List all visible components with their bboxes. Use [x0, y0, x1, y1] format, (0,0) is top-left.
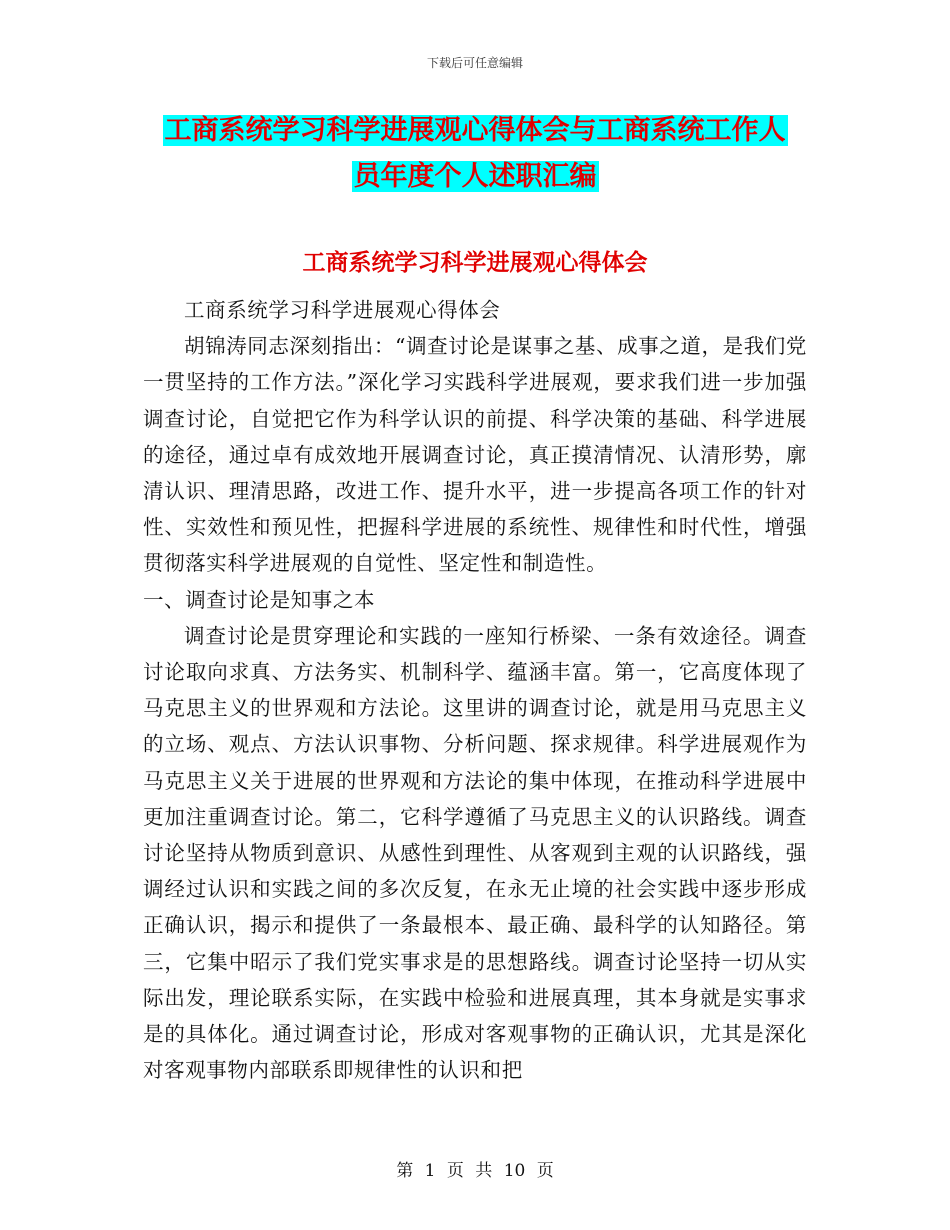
main-title — [140, 108, 810, 200]
main-title-line1: 工商系统学习科学进展观心得体会与工商系统工作人 — [164, 115, 786, 146]
main-title-line2: 员年度个人述职汇编 — [353, 161, 597, 192]
section-title: 工商系统学习科学进展观心得体会 — [302, 250, 648, 276]
header-note: 下载后可任意编辑 — [426, 56, 523, 70]
document-body — [143, 292, 807, 1088]
paragraph-intro: 胡锦涛同志深刻指出：“调查讨论是谋事之基、成事之道，是我们党一贯坚持的工作方法。”深化学习实践科学进展观，要求我们进一步加强调查讨论，自觉把它作为科学认识的前提、科学决策的基础、科学进展的途径，通过卓有成效地开展调查讨论，真正摸清情况、认清形势，廓清认识、理清思路，改进工作、提升水平，进一步提高各项工作的针对性、实效性和预见性，把握科学进展的系统性、规律性和时代性，增强贯彻落实科学进展观的自觉性、坚定性和制造性。 — [143, 334, 807, 576]
paragraph-subtitle: 工商系统学习科学进展观心得体会 — [184, 298, 501, 322]
paragraph-body: 调查讨论是贯穿理论和实践的一座知行桥梁、一条有效途径。调查讨论取向求真、方法务实、机制科学、蕴涵丰富。第一，它高度体现了马克思主义的世界观和方法论。这里讲的调查讨论，就是用马克思主义的立场、观点、方法认识事物、分析问题、探求规律。科学进展观作为马克思主义关于进展的世界观和方法论的集中体现，在推动科学进展中更加注重调查讨论。第二，它科学遵循了马克思主义的认识路线。调查讨论坚持从物质到意识、从感性到理性、从客观到主观的认识路线，强调经过认识和实践之间的多次反复，在永无止境的社会实践中逐步形成正确认识，揭示和提供了一条最根本、最正确、最科学的认知路径。第三，它集中昭示了我们党实事求是的思想路线。调查讨论坚持一切从实际出发，理论联系实际，在实践中检验和进展真理，其本身就是实事求是的具体化。通过调查讨论，形成对客观事物的正确认识，尤其是深化对客观事物内部联系即规律性的认识和把 — [143, 623, 807, 1083]
paragraph-heading: 一、调查讨论是知事之本 — [143, 587, 376, 612]
page-number-footer: 第 1 页 共 10 页 — [396, 1161, 554, 1181]
